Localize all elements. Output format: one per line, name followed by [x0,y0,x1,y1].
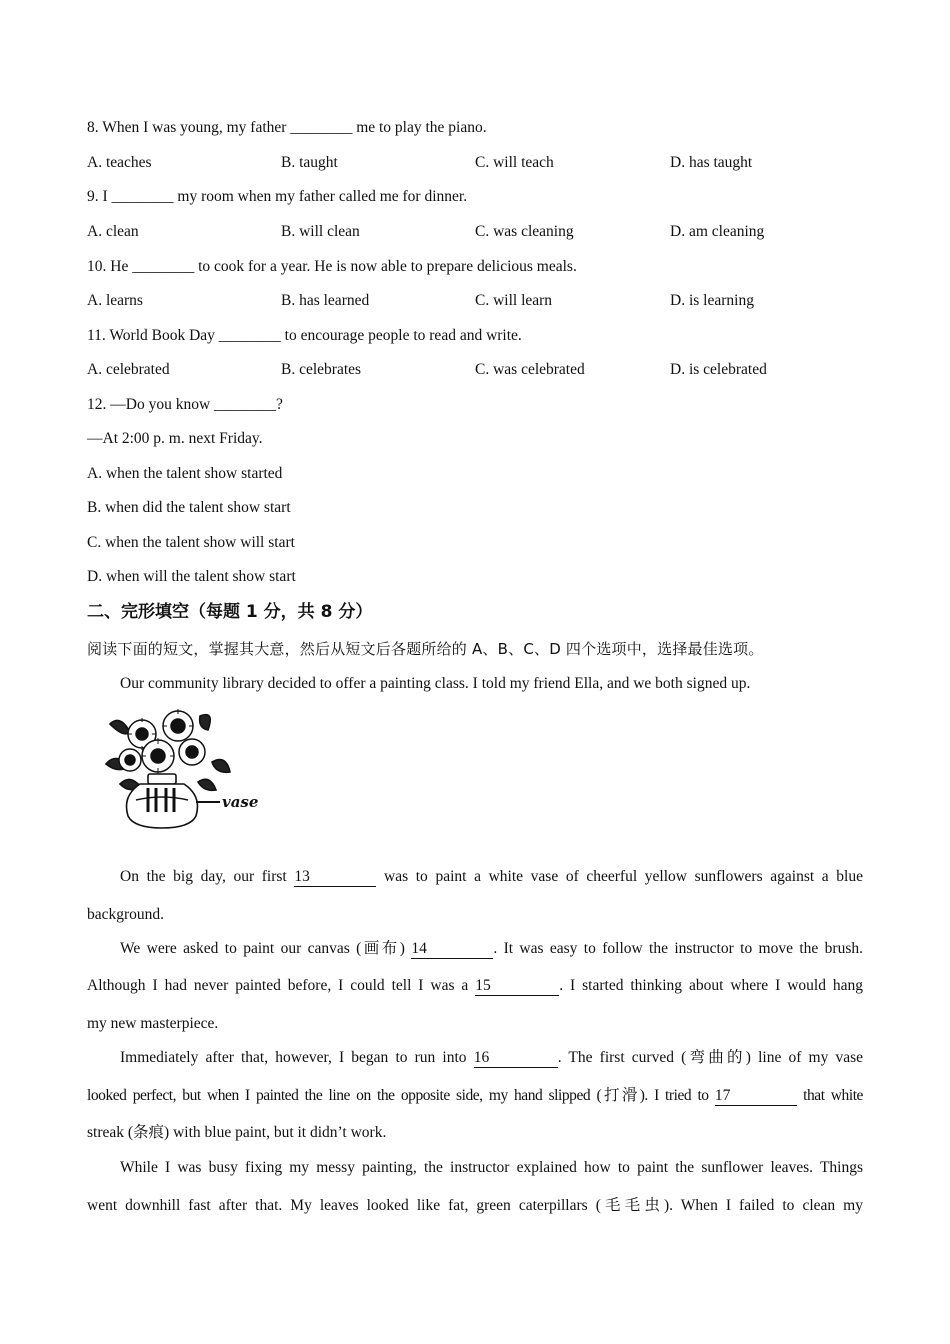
q11-option-d[interactable]: D. is celebrated [670,361,767,378]
section-2-heading: 二、完形填空（每题 1 分，共 8 分） [87,602,373,622]
q10-option-a[interactable]: A. learns [87,292,143,309]
blank-13[interactable]: 13 [294,868,376,887]
question-8-stem: 8. When I was young, my father ________ me to play the piano. [87,119,487,136]
q9-option-b[interactable]: B. will clean [281,223,360,240]
q8-option-b[interactable]: B. taught [281,154,338,171]
passage-p3-line3: streak (条痕) with blue paint, but it didn’t work. [87,1124,387,1141]
question-12-stem: 12. —Do you know ________? [87,396,283,413]
question-12-reply: —At 2:00 p. m. next Friday. [87,430,263,447]
blank-17[interactable]: 17 [715,1087,797,1106]
question-11-stem: 11. World Book Day ________ to encourage people to read and write. [87,327,522,344]
q8-option-d[interactable]: D. has taught [670,154,753,171]
passage-intro: Our community library decided to offer a painting class. I told my friend Ella, and we both signed up. [120,675,751,692]
blank-14[interactable]: 14 [411,940,493,959]
q12-option-d[interactable]: D. when will the talent show start [87,568,296,585]
q12-option-a[interactable]: A. when the talent show started [87,465,283,482]
passage-p2-line1: We were asked to paint our canvas (画布) 14 . It was easy to follow the instructor to move the brush. [120,940,863,957]
q11-option-c[interactable]: C. was celebrated [475,361,585,378]
passage-p3-line1: Immediately after that, however, I began to run into 16 . The first curved (弯曲的) line of my vase [120,1049,863,1066]
vase-illustration [100,704,270,832]
q10-option-b[interactable]: B. has learned [281,292,370,309]
vase-label: vase [222,793,259,811]
q11-option-b[interactable]: B. celebrates [281,361,362,378]
passage-p3-line2: looked perfect, but when I painted the line on the opposite side, my hand slipped (打滑). I tried to 17 that white [87,1087,863,1104]
q9-option-a[interactable]: A. clean [87,223,139,240]
blank-15[interactable]: 15 [475,977,559,996]
q10-option-d[interactable]: D. is learning [670,292,754,309]
question-9-stem: 9. I ________ my room when my father called me for dinner. [87,188,468,205]
section-2-instruction: 阅读下面的短文，掌握其大意，然后从短文后各题所给的 A、B、C、D 四个选项中，选择最佳选项。 [87,640,764,658]
passage-p1-line1: On the big day, our first 13 was to paint a white vase of cheerful yellow sunflowers against a blue [120,868,863,885]
passage-p4-line1: While I was busy fixing my messy painting, the instructor explained how to paint the sunflower leaves. Things [120,1159,863,1176]
q12-option-b[interactable]: B. when did the talent show start [87,499,291,516]
q11-option-a[interactable]: A. celebrated [87,361,170,378]
q12-option-c[interactable]: C. when the talent show will start [87,534,295,551]
q8-option-c[interactable]: C. will teach [475,154,554,171]
q8-option-a[interactable]: A. teaches [87,154,152,171]
passage-p1-line2: background. [87,906,165,923]
q10-option-c[interactable]: C. will learn [475,292,553,309]
q9-option-d[interactable]: D. am cleaning [670,223,765,240]
passage-p2-line3: my new masterpiece. [87,1015,219,1032]
q9-option-c[interactable]: C. was cleaning [475,223,574,240]
blank-16[interactable]: 16 [474,1049,558,1068]
question-10-stem: 10. He ________ to cook for a year. He is now able to prepare delicious meals. [87,258,577,275]
passage-p4-line2: went downhill fast after that. My leaves looked like fat, green caterpillars (毛毛虫). When I failed to clean my [87,1197,863,1214]
sunflower-vase-drawing [100,704,270,832]
passage-p2-line2: Although I had never painted before, I could tell I was a 15 . I started thinking about where I would hang [87,977,864,994]
